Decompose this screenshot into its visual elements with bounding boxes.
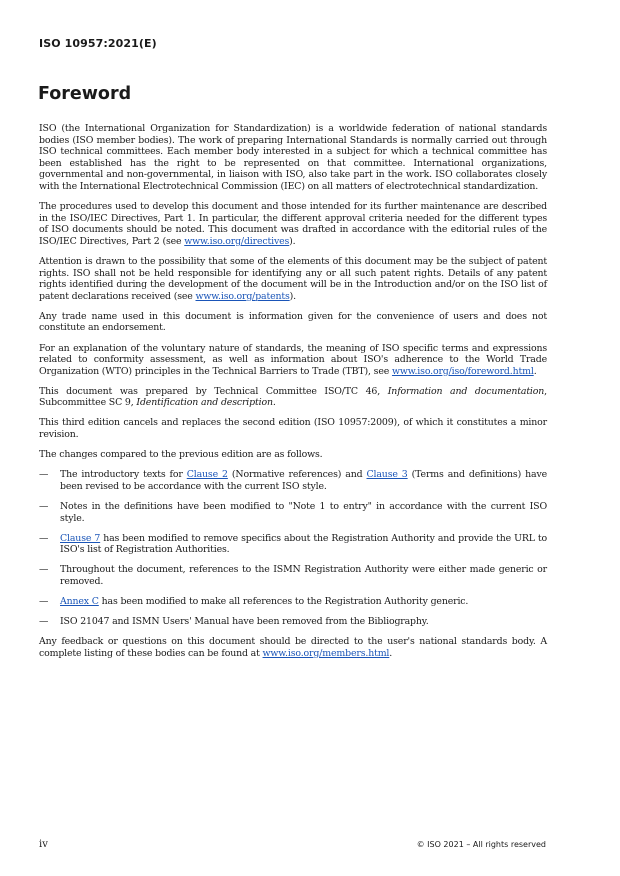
paragraph-voluntary-nature: For an explanation of the voluntary nature of standards, the meaning of ISO specific terms and expressions related to conformity assessment, as well as information about ISO's adherence to the World Trade Organization (WTO) principles in the Technical Barriers to Trade (TBT), see www.iso.org/iso/foreword.html. (39, 342, 547, 377)
paragraph-trade-name: Any trade name used in this document is information given for the convenience of users and does not constitute an endorsement. (39, 310, 547, 334)
paragraph-edition: This third edition cancels and replaces the second edition (ISO 10957:2009), of which it constitutes a minor revision. (39, 417, 547, 441)
paragraph-feedback: Any feedback or questions on this document should be directed to the user's national standards body. A complete listing of these bodies can be found at www.iso.org/members.html. (39, 636, 547, 659)
paragraph-committee: This document was prepared by Technical Committee ISO/TC 46, Information and documentation, Subcommittee SC 9, Identification and description. (39, 385, 548, 409)
dash-bullet: — (39, 532, 49, 544)
list-item: — Annex C has been modified to make all references to the Registration Authority generic. (39, 596, 469, 607)
dash-bullet: — (39, 564, 49, 576)
paragraph-iso-intro: ISO (the International Organization for Standardization) is a worldwide federation of national standards bodies (ISO member bodies). The work of preparing International Standards is normally carried out through ISO technical committees. Each member body interested in a subject for which a technical committee has been established has the right to be represented on that committee. International organizations, governmental and non-governmental, in liaison with ISO, also take part in the work. ISO collaborates closely with the International Electrotechnical Commission (IEC) on all matters of electrotechnical standardization. (39, 123, 547, 192)
list-item: — Clause 7 has been modified to remove specifics about the Registration Authority and provide the URL to ISO's list of Registration Authorities. (39, 532, 547, 556)
clause-7-link[interactable]: Clause 7 (60, 532, 101, 544)
foreword-link[interactable]: www.iso.org/iso/foreword.html (391, 365, 534, 377)
annex-c-link[interactable]: Annex C (60, 596, 99, 607)
members-link[interactable]: www.iso.org/members.html (262, 647, 390, 659)
dash-bullet: — (39, 596, 49, 607)
copyright-notice: © ISO 2021 – All rights reserved (416, 840, 546, 849)
page-title: Foreword (38, 84, 132, 104)
patents-link[interactable]: www.iso.org/patents (195, 290, 290, 302)
document-identifier: ISO 10957:2021(E) (39, 37, 157, 50)
paragraph-changes-intro: The changes compared to the previous edition are as follows. (39, 449, 323, 461)
paragraph-procedures: The procedures used to develop this document and those intended for its further maintenance are described in the ISO/IEC Directives, Part 1. In particular, the different approval criteria needed for the different types of ISO documents should be noted. This document was drafted in accordance with the editorial rules of the ISO/IEC Directives, Part 2 (see www.iso.org/directives). (39, 201, 547, 247)
dash-bullet: — (39, 616, 49, 628)
list-item: — The introductory texts for Clause 2 (Normative references) and Clause 3 (Terms and definitions) have been revised to be accordance with the current ISO style. (39, 469, 548, 492)
list-item: — Notes in the definitions have been modified to "Note 1 to entry" in accordance with the current ISO style. (39, 500, 547, 524)
page-number: iv (39, 839, 48, 850)
list-item: — ISO 21047 and ISMN Users' Manual have been removed from the Bibliography. (39, 616, 429, 628)
clause-3-link[interactable]: Clause 3 (366, 469, 408, 481)
dash-bullet: — (39, 469, 49, 481)
foreword-body (39, 123, 547, 668)
directives-link[interactable]: www.iso.org/directives (184, 235, 290, 247)
list-item: — Throughout the document, references to the ISMN Registration Authority were either made generic or removed. (39, 564, 547, 587)
changes-list (39, 469, 547, 627)
clause-2-link[interactable]: Clause 2 (186, 469, 228, 481)
paragraph-patents: Attention is drawn to the possibility that some of the elements of this document may be the subject of patent rights. ISO shall not be held responsible for identifying any or all such patent rights. Details of any patent rights identified during the development of the document will be in the Introduction and/or on the ISO list of patent declarations received (see www.iso.org/patents). (39, 255, 547, 302)
dash-bullet: — (39, 500, 49, 512)
